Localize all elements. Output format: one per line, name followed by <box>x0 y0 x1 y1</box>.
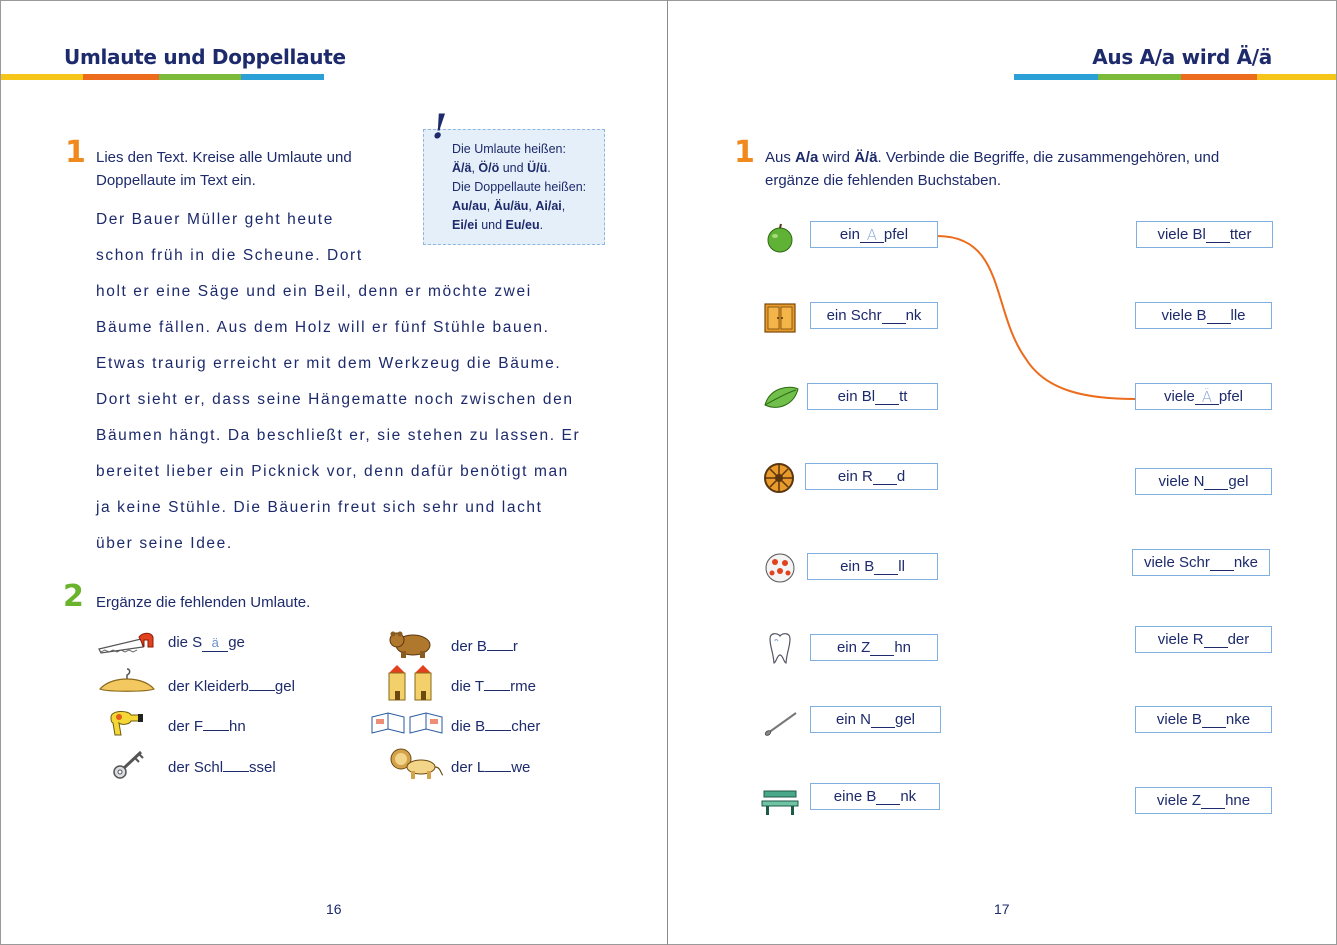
word-buecher: die B cher <box>451 714 540 735</box>
hanger-icon <box>97 667 157 697</box>
towers-icon <box>385 663 437 701</box>
letter-gap[interactable] <box>1201 792 1225 809</box>
task1-instruction: Aus A/a wird Ä/ä. Verbinde die Begriffe, die zusammengehören, und ergänze die fehlenden Buchstaben. <box>765 149 1220 189</box>
letter-gap[interactable] <box>882 307 906 324</box>
story-line: bereitet lieber ein Picknick vor, denn dafür benötigt man <box>96 463 569 480</box>
letter-gap[interactable] <box>876 788 900 805</box>
tooth-icon <box>766 631 794 667</box>
exclamation-icon: ! <box>432 107 447 147</box>
letter-gap[interactable] <box>1202 711 1226 728</box>
story-line: Der Bauer Müller geht heute <box>96 211 334 228</box>
letter-gap[interactable] <box>485 714 511 731</box>
singular-word-box[interactable]: ein A pfel <box>810 221 938 248</box>
word-loewe: der L we <box>451 755 530 776</box>
tip-box: ! Die Umlaute heißen: Ä/ä, Ö/ö und Ü/ü. Die Doppellaute heißen: Au/au, Äu/äu, Ai/ai, Ei/ei und Eu/eu. <box>423 129 605 245</box>
story-line: holt er eine Säge und ein Beil, denn er möchte zwei <box>96 283 532 300</box>
letter-gap[interactable]: A <box>860 226 884 243</box>
page-number: 16 <box>326 901 342 917</box>
connector-line <box>936 231 1138 406</box>
plural-word-box[interactable]: viele B lle <box>1135 302 1272 329</box>
letter-gap[interactable] <box>487 634 513 651</box>
letter-gap[interactable] <box>871 711 895 728</box>
singular-word-box[interactable]: ein Bl tt <box>807 383 938 410</box>
cupboard-icon <box>762 301 798 335</box>
story-line: Dort sieht er, dass seine Hängematte noch zwischen den <box>96 391 574 408</box>
left-page <box>0 0 668 945</box>
task-number-1: 1 <box>734 135 755 170</box>
letter-gap[interactable] <box>870 639 894 656</box>
letter-gap[interactable]: ä <box>202 635 228 652</box>
word-saege: die S ä ge <box>168 634 245 651</box>
letter-gap[interactable] <box>874 558 898 575</box>
letter-gap[interactable] <box>1210 554 1234 571</box>
letter-gap[interactable] <box>1204 631 1228 648</box>
ball-icon <box>763 551 797 585</box>
page-number: 17 <box>994 901 1010 917</box>
title-stripe <box>1014 74 1336 80</box>
word-baer: der B r <box>451 634 518 655</box>
plural-word-box[interactable]: viele Ä pfel <box>1135 383 1272 410</box>
lion-icon <box>389 747 445 781</box>
letter-gap[interactable] <box>1207 307 1231 324</box>
letter-gap[interactable] <box>873 468 897 485</box>
singular-word-box[interactable]: eine B nk <box>810 783 940 810</box>
bear-icon <box>387 629 435 659</box>
plural-word-box[interactable]: viele Bl tter <box>1136 221 1273 248</box>
letter-gap[interactable] <box>1204 473 1228 490</box>
singular-word-box[interactable]: ein N gel <box>810 706 941 733</box>
story-line: über seine Idee. <box>96 535 233 552</box>
task2-instruction: Ergänze die fehlenden Umlaute. <box>96 594 311 611</box>
story-line: schon früh in die Scheune. Dort <box>96 247 363 264</box>
singular-word-box[interactable]: ein R d <box>805 463 938 490</box>
word-kleiderbuegel: der Kleiderb gel <box>168 674 295 695</box>
letter-gap[interactable] <box>1206 226 1230 243</box>
bench-icon <box>760 787 800 817</box>
page-title: Umlaute und Doppellaute <box>64 45 346 69</box>
leaf-icon <box>762 383 800 413</box>
letter-gap[interactable] <box>484 674 510 691</box>
plural-word-box[interactable]: viele B nke <box>1135 706 1272 733</box>
plural-word-box[interactable]: viele R der <box>1135 626 1272 653</box>
apple-icon <box>764 223 796 253</box>
story-line: Bäume fällen. Aus dem Holz will er fünf Stühle bauen. <box>96 319 550 336</box>
word-foehn: der F hn <box>168 714 246 735</box>
hairdryer-icon <box>107 707 147 739</box>
letter-gap[interactable] <box>875 388 899 405</box>
page-title: Aus A/a wird Ä/ä <box>1092 45 1272 69</box>
task-number-1: 1 <box>65 135 86 170</box>
task-number-2: 2 <box>63 579 84 614</box>
word-schluessel: der Schl ssel <box>168 755 276 776</box>
books-icon <box>370 711 446 737</box>
saw-icon <box>97 631 157 655</box>
wheel-icon <box>762 461 796 495</box>
word-tuerme: die T rme <box>451 674 536 695</box>
right-page <box>668 0 1337 945</box>
letter-gap[interactable] <box>223 755 249 772</box>
story-line: Bäumen hängt. Da beschließt er, sie stehen zu lassen. Er <box>96 427 581 444</box>
key-icon <box>111 749 147 781</box>
singular-word-box[interactable]: ein Z hn <box>810 634 938 661</box>
letter-gap[interactable] <box>203 714 229 731</box>
story-line: ja keine Stühle. Die Bäuerin freut sich sehr und lacht <box>96 499 543 516</box>
plural-word-box[interactable]: viele N gel <box>1135 468 1272 495</box>
plural-word-box[interactable]: viele Z hne <box>1135 787 1272 814</box>
letter-gap[interactable] <box>249 674 275 691</box>
singular-word-box[interactable]: ein Schr nk <box>810 302 938 329</box>
singular-word-box[interactable]: ein B ll <box>807 553 938 580</box>
letter-gap[interactable] <box>485 755 511 772</box>
nail-icon <box>762 709 802 739</box>
story-line: Etwas traurig erreicht er mit dem Werkzeug die Bäume. <box>96 355 562 372</box>
title-stripe <box>1 74 324 80</box>
task1-instruction: Lies den Text. Kreise alle Umlaute und Doppellaute im Text ein. <box>96 149 352 189</box>
plural-word-box[interactable]: viele Schr nke <box>1132 549 1270 576</box>
letter-gap[interactable]: Ä <box>1195 388 1219 405</box>
